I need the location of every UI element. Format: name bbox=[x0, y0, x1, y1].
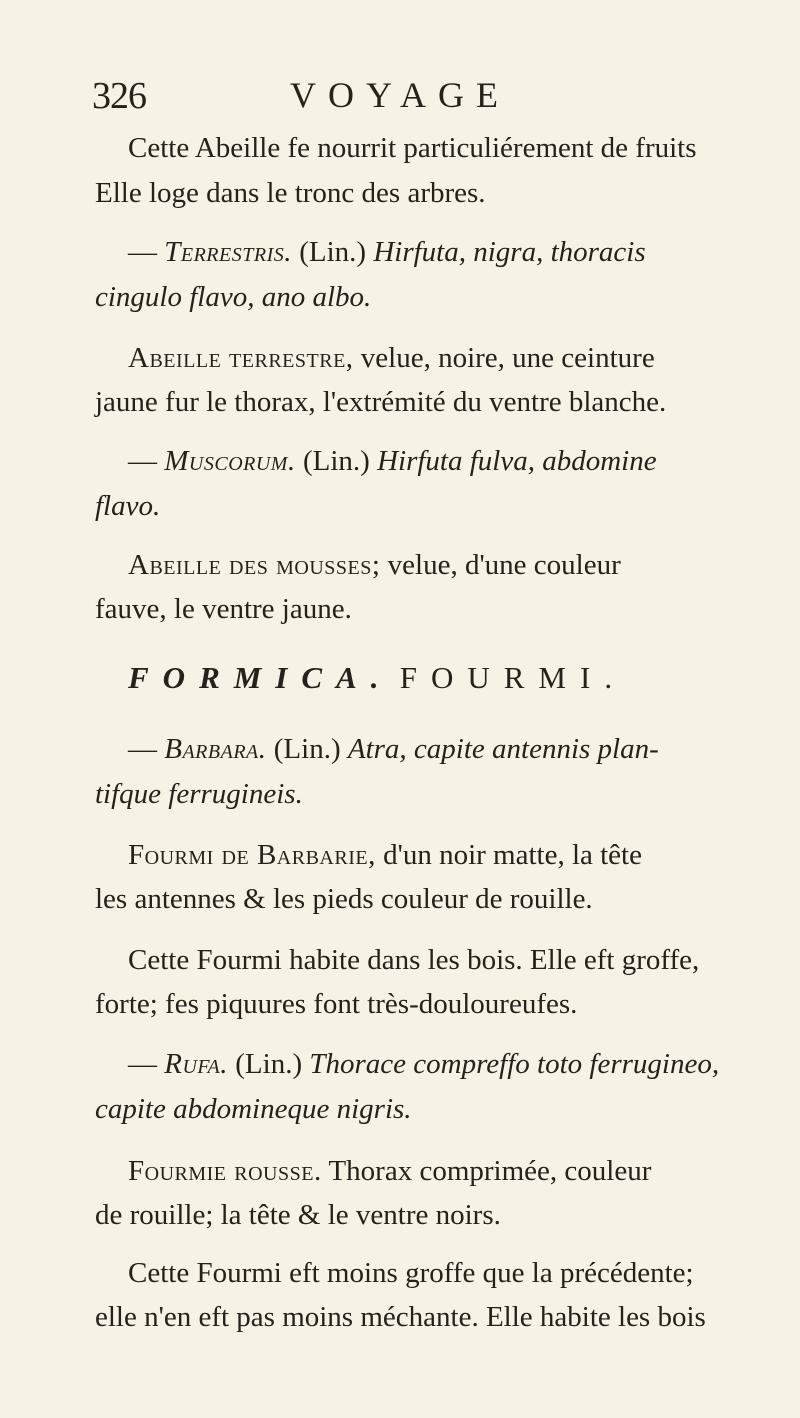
running-title: VOYAGE bbox=[290, 75, 510, 115]
page-number: 326 bbox=[92, 75, 146, 117]
muscorum-common bbox=[128, 547, 621, 583]
authority: (Lin.) bbox=[273, 733, 341, 765]
species-name: Muscorum. bbox=[164, 445, 296, 477]
muscorum-desc-2: fauve, le ventre jaune. bbox=[95, 593, 352, 625]
common-name: Fourmie rousse. bbox=[128, 1155, 322, 1187]
barbara-note-1: Cette Fourmi habite dans les bois. Elle eft groffe, bbox=[128, 944, 700, 976]
latin-description: Thorace compreffo toto ferrugineo, bbox=[309, 1048, 720, 1080]
intro-line-2: Elle loge dans le tronc des arbres. bbox=[95, 177, 486, 209]
entry-dash: — bbox=[128, 445, 157, 477]
rufa-desc-2: de rouille; la tête & le ventre noirs. bbox=[95, 1199, 501, 1231]
description: d'un noir matte, la tête bbox=[383, 839, 642, 871]
description: Thorax comprimée, couleur bbox=[328, 1155, 652, 1187]
species-name: Terrestris. bbox=[164, 236, 292, 268]
latin-description: Atra, capite antennis plan- bbox=[347, 733, 659, 765]
description: velue, d'une couleur bbox=[387, 549, 621, 581]
genus-heading bbox=[128, 660, 626, 697]
authority: (Lin.) bbox=[235, 1048, 303, 1080]
rufa-latin-2: capite abdomineque nigris. bbox=[95, 1093, 412, 1125]
barbara-heading bbox=[128, 731, 659, 767]
rufa-common bbox=[128, 1153, 651, 1189]
page-header bbox=[92, 74, 712, 124]
barbara-desc-2: les antennes & les pieds couleur de rouille. bbox=[95, 883, 593, 915]
intro-line-1: Cette Abeille fe nourrit particuliérement de fruits bbox=[128, 132, 697, 164]
common-name: Abeille des mousses; bbox=[128, 549, 381, 581]
terrestris-latin-2: cingulo flavo, ano albo. bbox=[95, 281, 372, 313]
latin-description: Hirfuta, nigra, thoracis bbox=[373, 236, 646, 268]
rufa-heading bbox=[128, 1046, 719, 1082]
terrestris-heading bbox=[128, 234, 646, 270]
terrestris-common bbox=[128, 340, 655, 376]
entry-dash: — bbox=[128, 236, 157, 268]
rufa-note-1: Cette Fourmi eft moins groffe que la précédente; bbox=[128, 1257, 694, 1289]
latin-description: Hirfuta fulva, abdomine bbox=[377, 445, 657, 477]
common-name: Fourmi de Barbarie, bbox=[128, 839, 376, 871]
muscorum-latin-2: flavo. bbox=[95, 490, 161, 522]
entry-dash: — bbox=[128, 733, 157, 765]
entry-dash: — bbox=[128, 1048, 157, 1080]
description: velue, noire, une ceinture bbox=[360, 342, 655, 374]
barbara-note-2: forte; fes piquures font très-douloureufes. bbox=[95, 988, 578, 1020]
muscorum-heading bbox=[128, 443, 657, 479]
terrestris-desc-2: jaune fur le thorax, l'extrémité du ventre blanche. bbox=[95, 386, 667, 418]
authority: (Lin.) bbox=[302, 445, 370, 477]
barbara-latin-2: tifque ferrugineis. bbox=[95, 778, 303, 810]
species-name: Rufa. bbox=[164, 1048, 229, 1080]
genus-french: FOURMI. bbox=[399, 660, 627, 695]
common-name: Abeille terrestre, bbox=[128, 342, 354, 374]
barbara-common bbox=[128, 837, 642, 873]
authority: (Lin.) bbox=[299, 236, 367, 268]
rufa-note-2: elle n'en eft pas moins méchante. Elle habite les bois bbox=[95, 1301, 706, 1333]
species-name: Barbara. bbox=[164, 733, 267, 765]
genus-latin: FORMICA. bbox=[128, 660, 393, 695]
